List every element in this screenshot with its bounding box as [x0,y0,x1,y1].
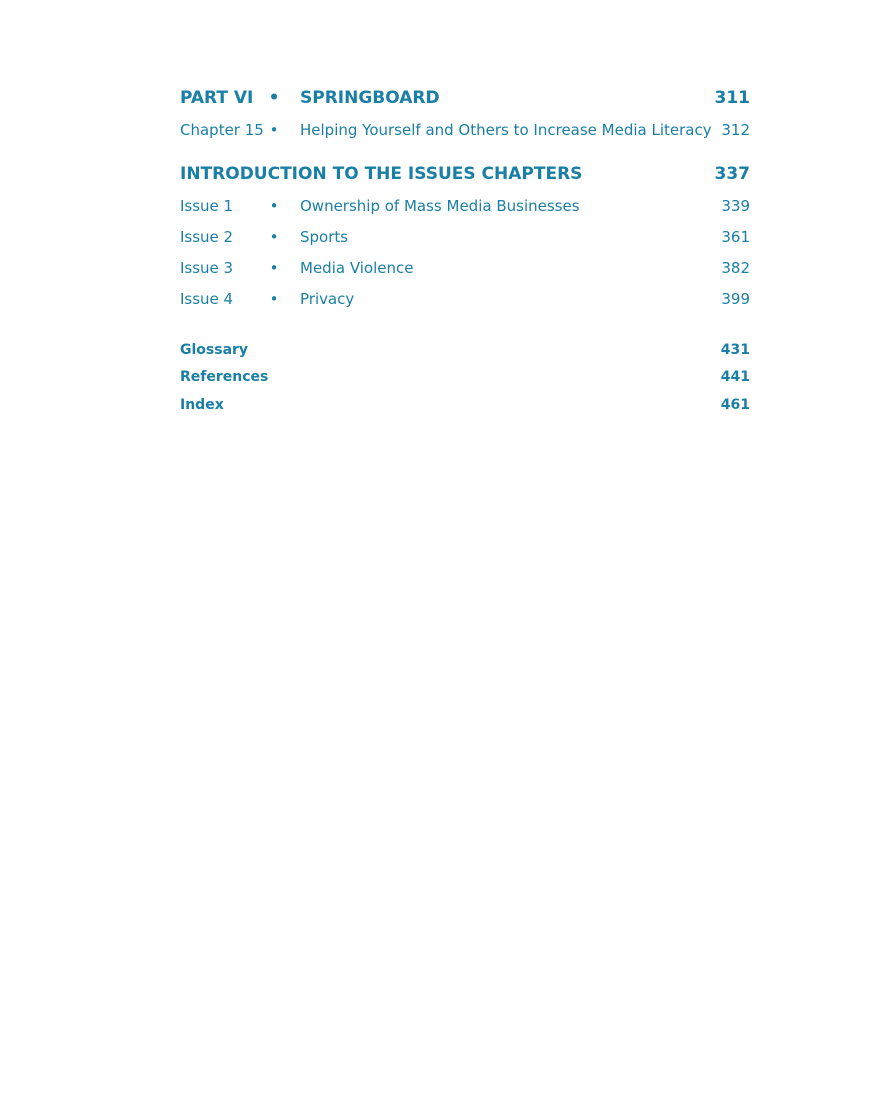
part-title: SPRINGBOARD [300,88,440,108]
toc-issues-heading-row[interactable] [180,162,750,186]
page-number: 339 [721,197,750,215]
toc-glossary-row[interactable] [180,338,750,362]
page-number: 461 [720,397,750,413]
toc-issue-row[interactable] [180,194,750,218]
chapter-label: Chapter 15 [180,121,264,139]
bullet-separator: • [269,290,279,308]
page-number: 337 [714,164,750,184]
toc-chapter-row[interactable] [180,118,750,142]
bullet-separator: • [269,121,279,139]
issue-title: Privacy [300,290,355,308]
toc-issue-row[interactable] [180,225,750,249]
issue-title: Ownership of Mass Media Businesses [300,197,580,215]
issue-title: Media Violence [300,259,414,277]
back-matter-title: References [180,369,269,385]
page-number: 382 [721,259,750,277]
page-number: 431 [720,342,750,358]
back-matter-title: Index [180,397,224,413]
toc-part-row[interactable] [180,86,750,110]
issue-label: Issue 1 [180,197,234,215]
issue-title: Sports [300,228,349,246]
issue-label: Issue 3 [180,259,234,277]
toc-references-row[interactable] [180,365,750,389]
page-number: 399 [721,290,750,308]
part-label: PART VI [180,88,254,108]
page-number: 312 [721,121,750,139]
issue-label: Issue 4 [180,290,234,308]
bullet-separator: • [269,259,279,277]
toc-issue-row[interactable] [180,256,750,280]
page-number: 361 [721,228,750,246]
chapter-title: Helping Yourself and Others to Increase Media Literacy [300,121,712,139]
back-matter-title: Glossary [180,342,249,358]
toc-index-row[interactable] [180,393,750,417]
issue-label: Issue 2 [180,228,234,246]
page-number: 441 [720,369,750,385]
bullet-separator: • [269,197,279,215]
bullet-separator: • [268,88,280,108]
toc-issue-row[interactable] [180,287,750,311]
page-number: 311 [714,88,750,108]
issues-heading-title: INTRODUCTION TO THE ISSUES CHAPTERS [180,164,583,184]
bullet-separator: • [269,228,279,246]
